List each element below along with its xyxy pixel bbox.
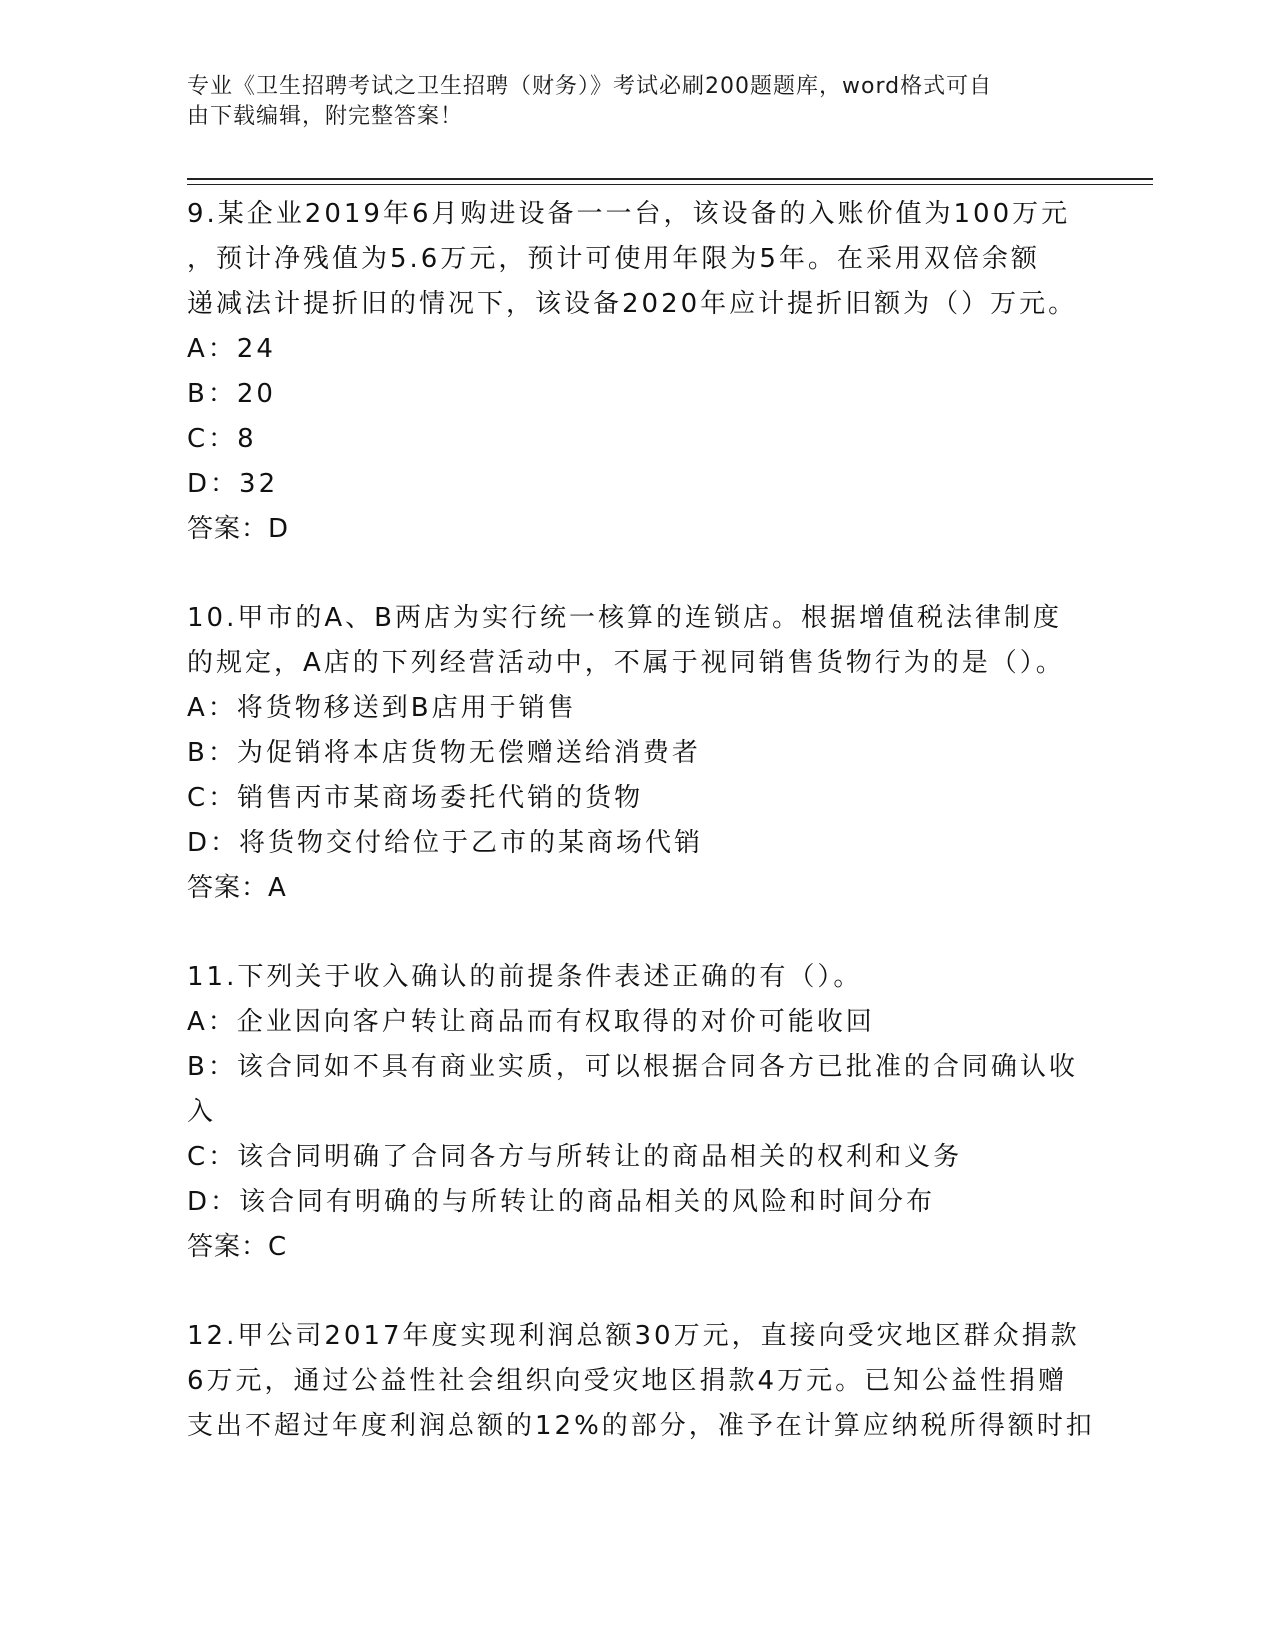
question-block — [187, 596, 1087, 911]
option-a: A：将货物移送到B店用于销售 — [187, 693, 577, 723]
question-stem-line: ，预计净残值为5.6万元，预计可使用年限为5年。在采用双倍余额 — [187, 244, 1040, 274]
question-stem-line: 的规定，A店的下列经营活动中，不属于视同销售货物行为的是（）。 — [187, 648, 1065, 678]
option-c: C：该合同明确了合同各方与所转让的商品相关的权利和义务 — [187, 1142, 963, 1172]
header-line-1: 专业《卫生招聘考试之卫生招聘（财务）》考试必刷200题题库，word格式可自 — [187, 74, 993, 99]
question-spacer — [187, 552, 1087, 596]
header-divider-thin — [187, 184, 1153, 185]
option-d: D：该合同有明确的与所转让的商品相关的风险和时间分布 — [187, 1187, 936, 1217]
option-b: B：为促销将本店货物无偿赠送给消费者 — [187, 738, 701, 768]
question-stem-line: 10.甲市的A、B两店为实行统一核算的连锁店。根据增值税法律制度 — [187, 603, 1062, 633]
question-block — [187, 955, 1087, 1270]
option-b: B：该合同如不具有商业实质，可以根据合同各方已批准的合同确认收 — [187, 1052, 1078, 1082]
question-stem-line: 递减法计提折旧的情况下，该设备2020年应计提折旧额为（）万元。 — [187, 289, 1078, 319]
option-a: A：24 — [187, 334, 276, 364]
option-d: D：将货物交付给位于乙市的某商场代销 — [187, 828, 704, 858]
option-c: C：8 — [187, 424, 257, 454]
option-a: A：企业因向客户转让商品而有权取得的对价可能收回 — [187, 1007, 875, 1037]
question-stem-line: 12.甲公司2017年度实现利润总额30万元，直接向受灾地区群众捐款 — [187, 1321, 1080, 1351]
option-d: D：32 — [187, 469, 279, 499]
document-header — [187, 72, 1087, 132]
answer-line: 答案：D — [187, 514, 290, 544]
question-stem-line: 11.下列关于收入确认的前提条件表述正确的有（）。 — [187, 962, 863, 992]
question-stem-line: 9.某企业2019年6月购进设备一一台，该设备的入账价值为100万元 — [187, 199, 1071, 229]
header-divider-thick — [187, 178, 1153, 180]
question-stem-line: 支出不超过年度利润总额的12%的部分，准予在计算应纳税所得额时扣 — [187, 1411, 1095, 1441]
question-list — [187, 192, 1095, 1449]
option-c: C：销售丙市某商场委托代销的货物 — [187, 783, 644, 813]
answer-line: 答案：C — [187, 1232, 288, 1262]
question-spacer — [187, 911, 1087, 955]
question-spacer — [187, 1270, 1087, 1314]
question-block — [187, 1314, 1095, 1449]
option-b-continued: 入 — [187, 1097, 217, 1127]
question-stem-line: 6万元，通过公益性社会组织向受灾地区捐款4万元。已知公益性捐赠 — [187, 1366, 1068, 1396]
header-line-2: 由下载编辑，附完整答案！ — [187, 104, 464, 129]
answer-line: 答案：A — [187, 873, 287, 903]
option-b: B：20 — [187, 379, 276, 409]
question-block — [187, 192, 1087, 552]
